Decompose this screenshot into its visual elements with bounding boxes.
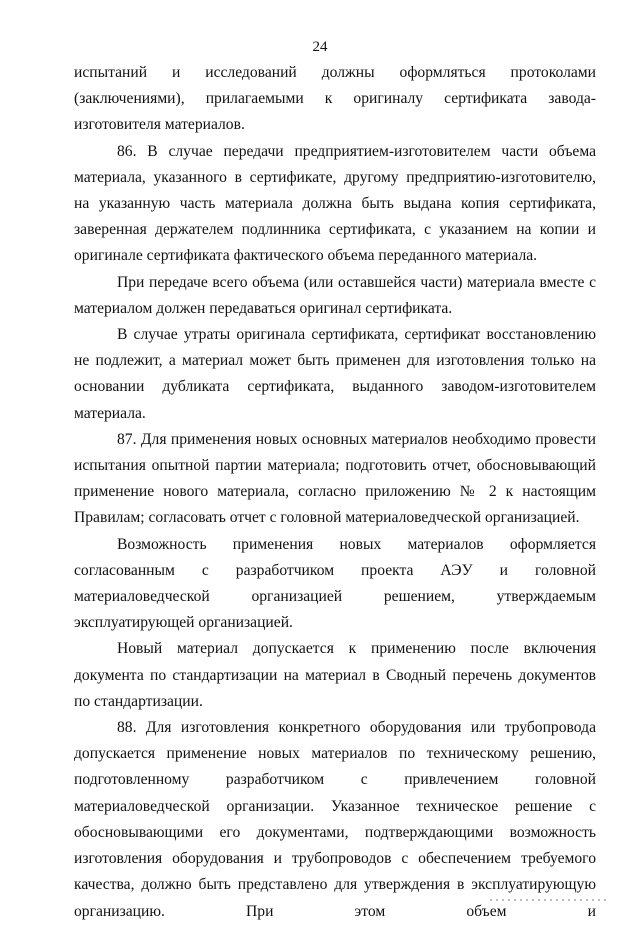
scan-artifact — [490, 899, 610, 901]
paragraph-full-transfer: При передаче всего объема (или оставшейся части) материала вместе с материалом должен передаваться оригинал сертификата. — [74, 273, 596, 317]
paragraph-approval: Возможность применения новых материалов оформляется согласованным с разработчиком проекта АЭУ и головной материаловедческой организацией решением, утверждаемым эксплуатирующей организацией. — [74, 535, 596, 632]
paragraph-88: 88. Для изготовления конкретного оборудования или трубопровода допускается применение новых материалов по техническому решению, подготовленному разработчиком с привлечением головной материаловедческой организации. Указанное техническое решение с обосновывающими его документами, подтверждающими возможность изготовления оборудования и трубопроводов с обеспечением требуемого качества, должно быть представлено для утверждения в эксплуатирующую организацию. При этом объем и — [74, 719, 596, 920]
body-text — [74, 60, 596, 925]
paragraph-continuation: испытаний и исследований должны оформляться протоколами (заключениями), прилагаемыми к оригиналу сертификата завода-изготовителя материалов. — [74, 64, 596, 134]
paragraph-certificate-loss: В случае утраты оригинала сертификата, сертификат восстановлению не подлежит, а материал может быть применен для изготовления только на основании дубликата сертификата, выданного заводом-изготовителем материала. — [74, 326, 596, 422]
paragraph-87: 87. Для применения новых основных материалов необходимо провести испытания опытной партии материала; подготовить отчет, обосновывающий применение нового материала, согласно приложению № 2 к настоящим Правилам; согласовать отчет с головной материаловедческой организацией. — [74, 430, 596, 527]
paragraph-new-material: Новый материал допускается к применению после включения документа по стандартизации на материал в Сводный перечень документов по стандартизации. — [74, 640, 596, 710]
page-number: 24 — [312, 39, 328, 55]
paragraph-86: 86. В случае передачи предприятием-изготовителем части объема материала, указанного в сертификате, другому предприятию-изготовителю, на указанную часть материала должна быть выдана копия сертификата, заверенная держателем подлинника сертификата, с указанием на копии и оригинале сертификата фактического объема переданного материала. — [74, 142, 596, 265]
